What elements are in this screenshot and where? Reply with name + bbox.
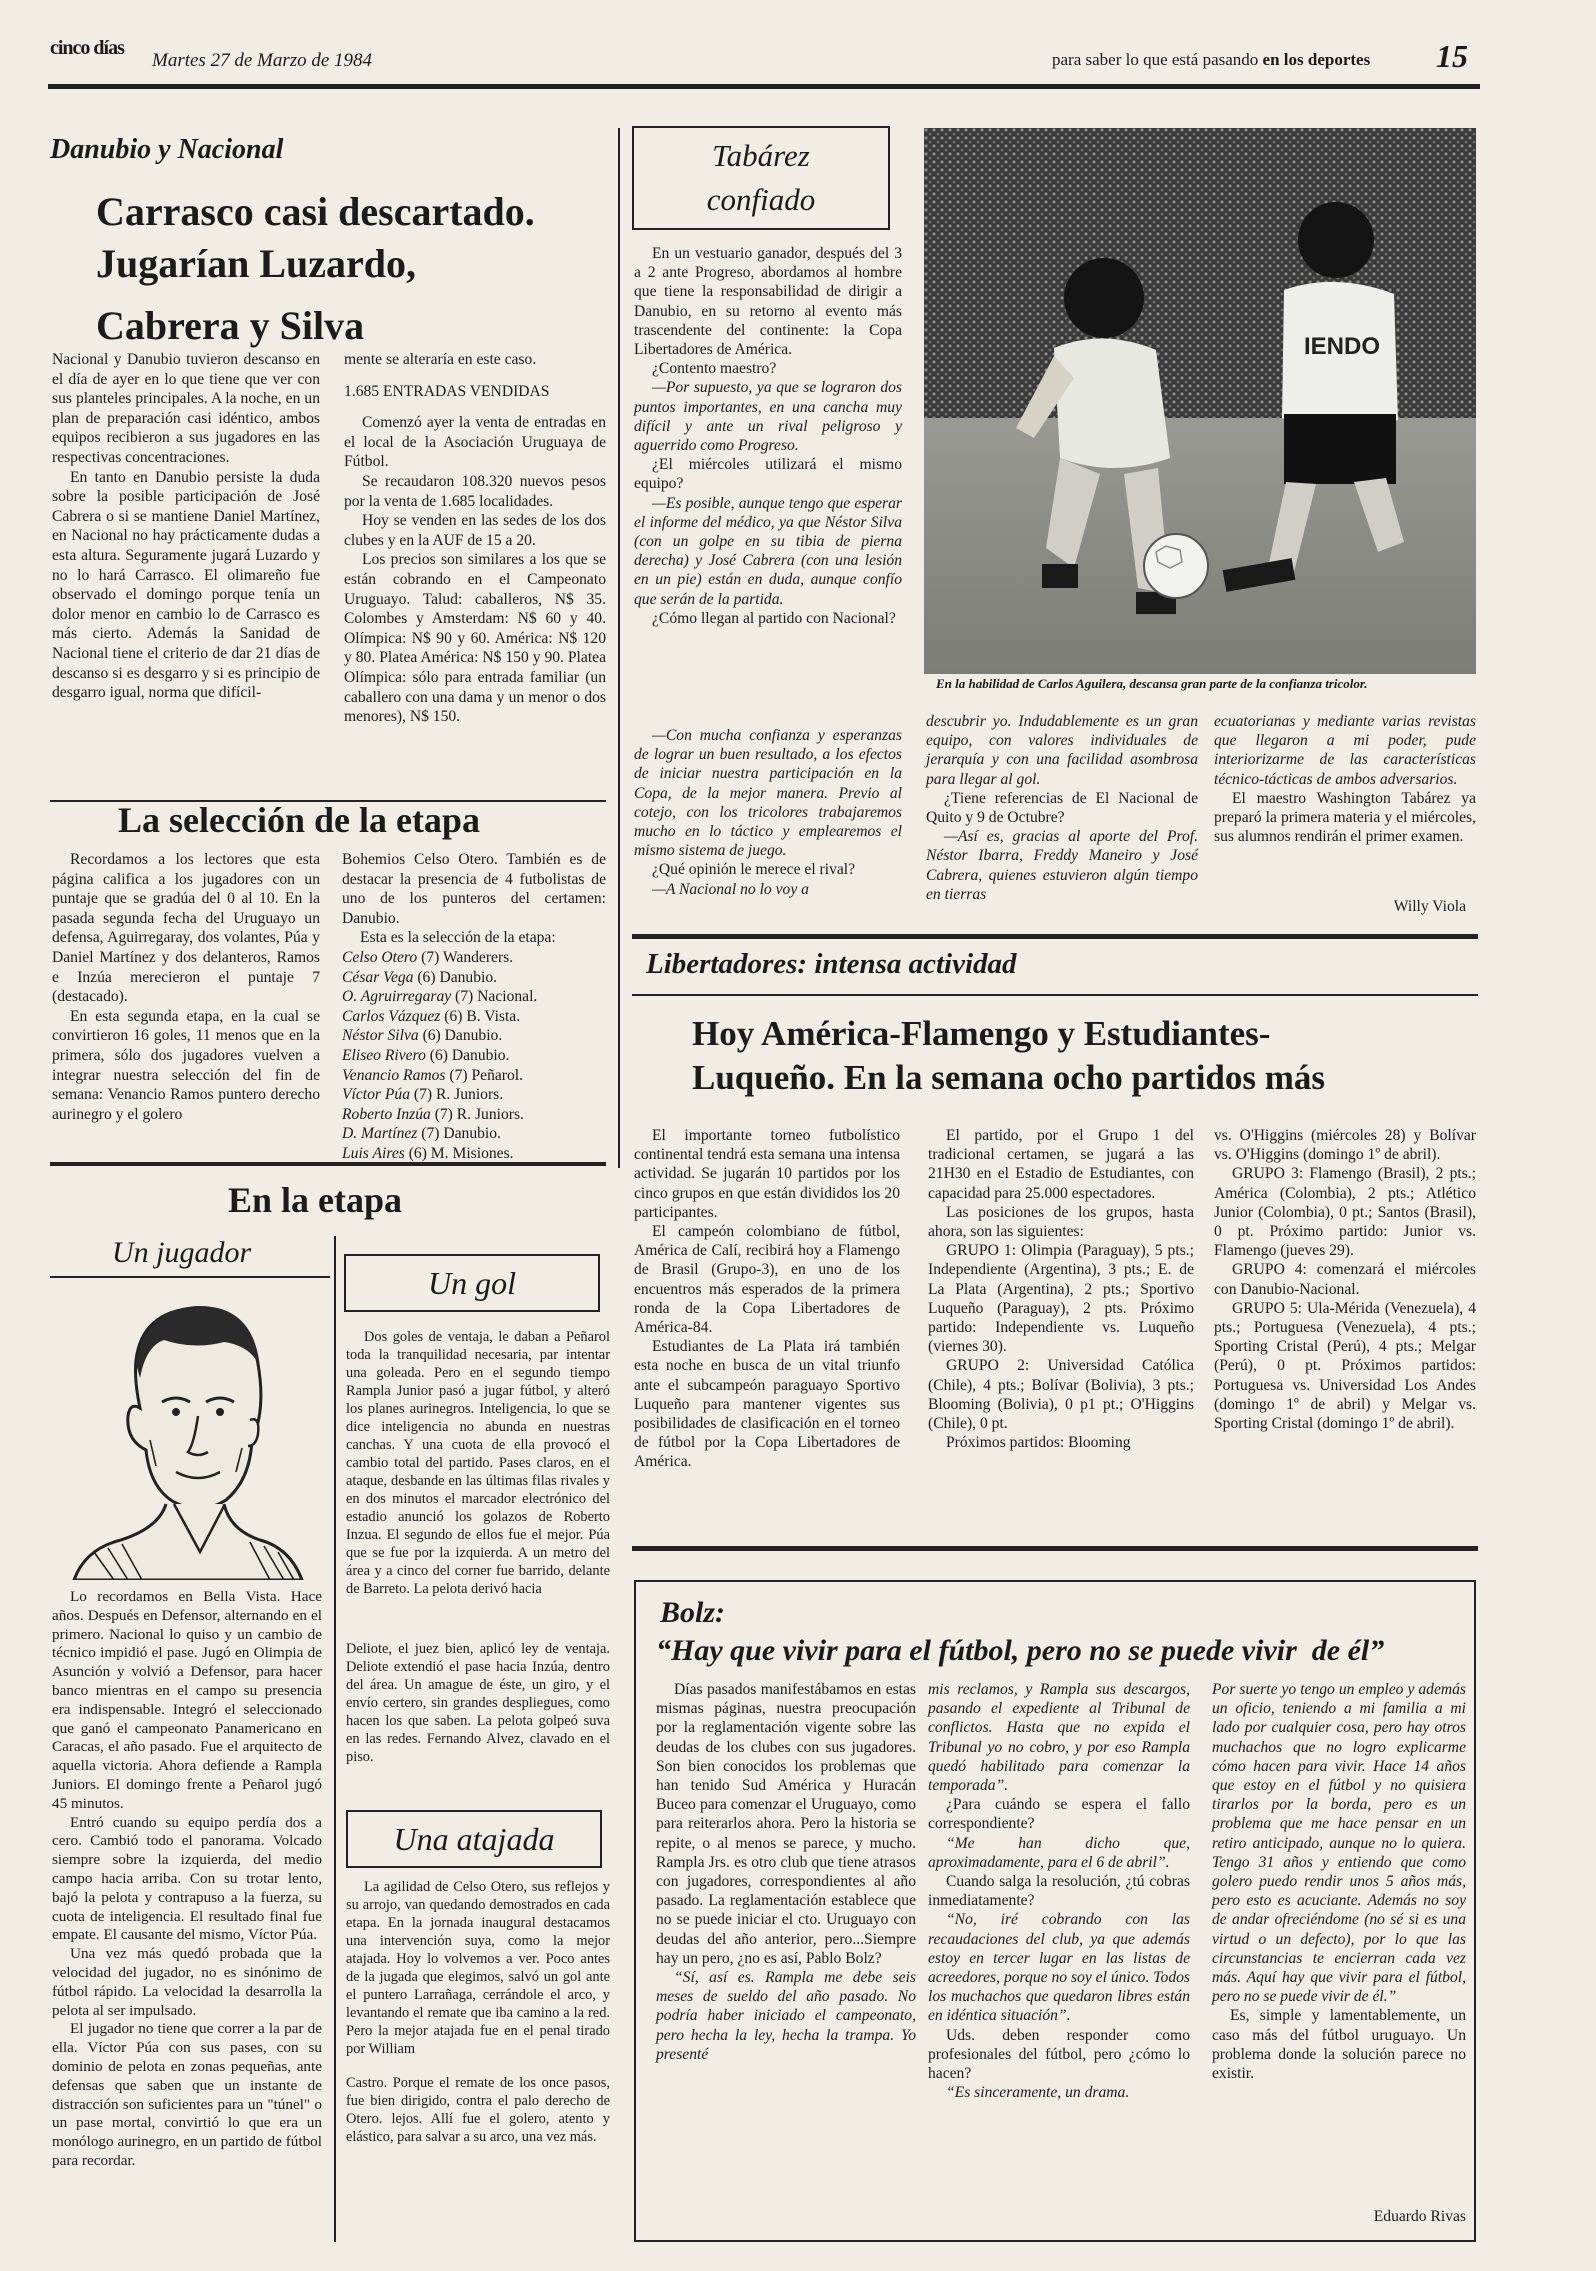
jugador-kicker-rule xyxy=(50,1276,330,1278)
selection-player-detail: (7) R. Juniors. xyxy=(410,1086,504,1104)
selection-player-detail: (7) Peñarol. xyxy=(445,1066,524,1084)
bolz-column-3 xyxy=(1212,1680,1466,2083)
match-photo xyxy=(924,128,1476,674)
tabarez-paragraph: —A Nacional no lo voy a xyxy=(652,880,809,898)
photo-caption: En la habilidad de Carlos Aguilera, descansa gran parte de la confianza tricolor. xyxy=(936,676,1368,691)
selection-player-name: Néstor Silva xyxy=(342,1027,419,1045)
selection-player-name: Luis Aires xyxy=(342,1144,405,1162)
atajada-paragraph: La agilidad de Celso Otero, sus reflejos y su arrojo, van quedando demostrados en cada etapa. En la jornada inaugural destacamos una intervención suya, como la mejor atajada. Hoy lo volvemos a ver. Poco antes de la jugada que elegimos, salvó un gol ante el puntero Larrañaga, cerrándole el arco, y levantando el remate que iba camino a la red. Pero la mejor atajada fue en el penal tirado por William xyxy=(346,1879,610,2057)
selection-player-row xyxy=(342,1124,606,1144)
libertadores-paragraph: Próximos partidos: Blooming xyxy=(946,1434,1131,1452)
entradas-paragraph: Hoy se venden en las sedes de los dos clubes y en la AUF de 15 a 20. xyxy=(344,512,606,549)
jugador-column xyxy=(52,1588,322,2171)
tagline-main: para saber lo que está pasando xyxy=(1052,50,1259,69)
seleccion-column-1 xyxy=(52,850,320,1124)
tabarez-box-line-2: confiado xyxy=(706,182,816,217)
selection-player-name: César Vega xyxy=(342,968,414,986)
bolz-column-2 xyxy=(928,1680,1190,2102)
danubio-headline-line-3: Cabrera y Silva xyxy=(96,303,365,348)
libertadores-paragraph: Estudiantes de La Plata irá también esta noche en busca de un vital triunfo ante el subcampeón paraguayo Sportivo Luqueño para mantener vigentes sus posibilidades de clasificación en el torneo de fútbol por la Copa Libertadores de América. xyxy=(634,1338,900,1471)
tabarez-paragraph: ¿Cómo llegan al partido con Nacional? xyxy=(652,609,896,627)
selection-player-name: Eliseo Rivero xyxy=(342,1046,426,1064)
bolz-paragraph: “Me han dicho que, aproximadamente, para el 6 de abril”. xyxy=(928,1834,1190,1871)
selection-player-name: Venancio Ramos xyxy=(342,1066,446,1084)
danubio-paragraph: En tanto en Danubio persiste la duda sobre la posible participación de José Cabrera o si se mantiene Daniel Martínez, en Nacional no hay prácticamente dudas a esta altura. Seguramente jugará Luzardo y no lo hará Carrasco. El olimareño fue observado el domingo porque tenía un dolor menor en cambio lo de Carrasco es más cierto. Además la Sanidad de Nacional tiene el criterio de dar 21 días de descanso si es desgarro y si es principio de desgarro igual, norma que difícil- xyxy=(52,468,320,702)
libertadores-kicker-rule xyxy=(632,994,1478,996)
bolz-paragraph: Días pasados manifestábamos en estas mismas páginas, nuestra preocupación por la reglamentación vigente sobre las deudas de los clubes con sus jugadores. Son bien conocidos los problemas que han tenido Sud América y Huracán Buceo para comenzar el Uruguayo, como para reiterarlos ahora. Pero la historia se repite, o al menos se parece, y mucho. Rampla Jrs. es otro club que tiene atrasos con jugadores, correspondientes al año pasado. La reglamentación establece que no se puede iniciar el cto. Uruguayo con deudas del año anterior, pero...Siempre hay un pero, ¿no es así, Pablo Bolz? xyxy=(656,1681,916,1967)
danubio-column-1 xyxy=(52,350,320,703)
atajada-column xyxy=(346,1878,610,2146)
section-rule xyxy=(50,1162,606,1166)
jugador-paragraph: Entró cuando su equipo perdía dos a cero. Cambió todo el panorama. Volcado siempre sobre la izquierda, del medio campo hacia arriba. Con su trotar lento, bajó la pelota y contrapuso a la fuerza, su cuota de inteligencia. El resultado final fue empate. El causante del mismo, Víctor Púa. xyxy=(52,1813,322,1944)
bolz-column-1 xyxy=(656,1680,916,2064)
jugador-kicker: Un jugador xyxy=(112,1236,252,1269)
libertadores-headline-line-2: Luqueño. En la semana ocho partidos más xyxy=(692,1058,1326,1097)
bolz-paragraph: “Sí, así es. Rampla me debe seis meses de sueldo del año pasado. No podría haber iniciado el campeonato, pero hecha la ley, hecha la trampa. Yo presenté xyxy=(656,1969,916,2063)
danubio-headline-line-2: Jugarían Luzardo, xyxy=(96,241,417,286)
tabarez-paragraph: ecuatorianas y mediante varias revistas que llegaron a mi poder, pude interiorizarme de las características técnico-tácticas de ambos adversarios. xyxy=(1214,713,1476,788)
libertadores-paragraph: GRUPO 5: Ula-Mérida (Venezuela), 4 pts.; Portuguesa (Venezuela), 4 pts.; Sporting Cristal (Perú), 4 pts.; Melgar (Perú), 0 pt. Próximos partidos: Portuguesa vs. Universidad Los Andes (domingo 1º de abril) y Melgar vs. Sporting Cristal (domingo 1º de abril). xyxy=(1214,1299,1476,1433)
match-photo-drawing xyxy=(924,128,1476,674)
danubio-column-2 xyxy=(344,350,606,727)
player-list xyxy=(342,948,606,1164)
selection-player-detail: (7) Danubio. xyxy=(417,1125,501,1143)
tabarez-box xyxy=(632,126,890,230)
tabarez-column-1 xyxy=(634,244,902,628)
entradas-paragraph: Los precios son similares a los que se están cobrando en el Campeonato Uruguayo. Talud: caballeros, N$ 35. Colombes y Amsterdam: N$ 60 y 40. Olímpica: N$ 90 y 60. América: N$ 120 y 80. Platea América: N$ 150 y 90. Platea Olímpica: sólo para entrada familiar (un caballero con una dama y un menor o dos menores), N$ 150. xyxy=(344,551,606,726)
tagline-bold: en los deportes xyxy=(1262,50,1371,69)
selection-player-detail: (6) M. Misiones. xyxy=(404,1144,514,1162)
tabarez-signature: Willy Viola xyxy=(1393,898,1466,915)
selection-player-detail: (7) Nacional. xyxy=(451,988,538,1006)
bolz-kicker: Bolz: xyxy=(660,1596,726,1629)
tabarez-box-line-1: Tabárez xyxy=(712,138,810,173)
selection-player-row xyxy=(342,1026,606,1046)
libertadores-column-2 xyxy=(928,1126,1194,1452)
entradas-subhead: 1.685 ENTRADAS VENDIDAS xyxy=(344,382,550,400)
libertadores-headline xyxy=(692,1012,1472,1100)
player-portrait-sketch xyxy=(54,1290,322,1580)
logo-text: cinco días xyxy=(50,37,124,59)
gol-paragraph: Deliote, el juez bien, aplicó ley de ventaja. Deliote extendió el pase hacia Inzúa, dentro del área. Un amague de éste, un giro, y el envío certero, sin grandes despliegues, como hacen los que saben. La pelota golpeó suva en las redes. Fernando Alvez, clavado en el piso. xyxy=(346,1641,610,1765)
danubio-kicker: Danubio y Nacional xyxy=(50,134,284,165)
selection-player-row xyxy=(342,1144,606,1164)
libertadores-paragraph: El partido, por el Grupo 1 del tradicional certamen, se jugará a las 21H30 en el Estadio de Estudiantes, con capacidad para 25.000 espectadores. xyxy=(928,1127,1194,1202)
bolz-paragraph: “No, iré cobrando con las recaudaciones del club, ya que además estoy en tercer lugar en las listas de acreedores, porque no soy el único. Todos los muchachos que quedaron libres están en idéntica situación”. xyxy=(928,1911,1190,2025)
libertadores-paragraph: El importante torneo futbolístico continental tendrá esta semana una intensa actividad. Se jugarán 10 partidos por los cinco grupos en que están divididos los 20 participantes. xyxy=(634,1127,900,1221)
gol-box: Un gol xyxy=(344,1254,600,1312)
seleccion-paragraph: Recordamos a los lectores que esta página califica a los jugadores con un puntaje que se gradúa del 0 al 10. En la pasada segunda fecha del Uruguayo un defensa, Aguirregaray, dos volantes, Púa y Daniel Martínez y dos delanteros, Ramos e Inzúa merecieron el puntaje 7 (destacado). xyxy=(52,851,320,1006)
bolz-paragraph: Uds. deben responder como profesionales del fútbol, pero ¿cómo lo hacen? xyxy=(928,2026,1190,2083)
selection-player-row xyxy=(342,1007,606,1027)
entradas-paragraph: Comenzó ayer la venta de entradas en el local de la Asociación Uruguaya de Fútbol. xyxy=(344,414,606,471)
libertadores-paragraph: Las posiciones de los grupos, hasta ahora, son las siguientes: xyxy=(928,1203,1194,1241)
bolz-paragraph: mis reclamos, y Rampla sus descargos, pasando el expediente al Tribunal de conflictos. Hasta que no expida el Tribunal yo no cobro, y por eso Rampla quedó habilitado para comenzar la temporada”. xyxy=(928,1681,1190,1795)
selection-player-name: Carlos Vázquez xyxy=(342,1007,441,1025)
selection-player-detail: (7) Wanderers. xyxy=(417,948,514,966)
bolz-headline: “Hay que vivir para el fútbol, pero no se puede vivir de él” xyxy=(656,1634,1385,1667)
atajada-box: Una atajada xyxy=(346,1810,602,1868)
etapa-headline: En la etapa xyxy=(228,1180,403,1220)
libertadores-paragraph: GRUPO 3: Flamengo (Brasil), 2 pts.; América (Colombia), 2 pts.; Atlético Junior (Colombia), 0 pt.; Santos (Brasil), 0 pt. Próximo partido: Junior vs. Flamengo (jueves 29). xyxy=(1214,1165,1476,1260)
gol-column xyxy=(346,1328,610,1766)
libertadores-paragraph: GRUPO 1: Olimpia (Paraguay), 5 pts.; Independiente (Argentina), 3 pts.; E. de La Plata (Argentina), 2 pts.; Sportivo Luqueño (Paraguay), 2 pts. Próximo partido: Independiente vs. Luqueño (viernes 30). xyxy=(928,1242,1194,1356)
tabarez-paragraph: —Así es, gracias al aporte del Prof. Néstor Ibarra, Freddy Maneiro y José Cabrera, quienes estuvieron algún tiempo en tierras xyxy=(926,828,1198,903)
libertadores-column-3 xyxy=(1214,1126,1476,1433)
selection-player-name: Celso Otero xyxy=(342,948,418,966)
selection-player-row xyxy=(342,948,606,968)
seleccion-paragraph: En esta segunda etapa, en la cual se convirtieron 16 goles, 11 menos que en la primera, sólo dos jugadores vuelven a integrar nuestra selección del fin de semana: Venancio Ramos puntero derecho aurinegro y el golero xyxy=(52,1007,320,1123)
selection-player-row xyxy=(342,987,606,1007)
header-rule xyxy=(48,84,1480,89)
selection-player-name: Roberto Inzúa xyxy=(342,1105,431,1123)
libertadores-paragraph: GRUPO 4: comenzará el miércoles con Danubio-Nacional. xyxy=(1214,1261,1476,1298)
libertadores-headline-line-1: Hoy América-Flamengo y Estudiantes- xyxy=(692,1014,1271,1053)
selection-player-name: Víctor Púa xyxy=(342,1086,410,1104)
tabarez-paragraph: ¿Qué opinión le merece el rival? xyxy=(652,861,856,879)
selection-player-detail: (7) R. Juniors. xyxy=(430,1105,524,1123)
jugador-paragraph: El jugador no tiene que correr a la par de ella. Víctor Púa con sus pases, con su dominio de pelota en zonas pequeñas, ante defensas que saben que un instante de distracción son suficientes para un "túnel" o un pase mortal, convirtió lo que era un monólogo aurinegro, en un partido de fútbol para recordar. xyxy=(52,2020,322,2169)
danubio-paragraph: Nacional y Danubio tuvieron descanso en el día de ayer en lo que tiene que ver con sus planteles principales. A la noche, en un plan de preparación casi idéntico, ambos equipos recibieron a sus jugadores en las respectivas concentraciones. xyxy=(52,351,320,466)
selection-player-row xyxy=(342,968,606,988)
danubio-paragraph: mente se alteraría en este caso. xyxy=(344,351,537,368)
page-number: 15 xyxy=(1436,38,1468,74)
jugador-paragraph: Una vez más quedó probada que la velocidad del jugador, no es sinónimo de fútbol rápido. La velocidad la desarrolla la pelota al ser impulsado. xyxy=(52,1945,322,2019)
section-rule xyxy=(632,1546,1478,1551)
selection-player-detail: (6) Danubio. xyxy=(418,1027,503,1045)
danubio-headline-line-1: Carrasco casi descartado. xyxy=(96,189,535,234)
header-date: Martes 27 de Marzo de 1984 xyxy=(152,50,373,71)
tabarez-paragraph: ¿El miércoles utilizará el mismo equipo? xyxy=(634,456,902,493)
selection-player-row xyxy=(342,1046,606,1066)
selection-player-name: O. Agruirregaray xyxy=(342,988,452,1006)
entradas-paragraph: Se recaudaron 108.320 nuevos pesos por la venta de 1.685 localidades. xyxy=(344,472,606,510)
tabarez-paragraph: En un vestuario ganador, después del 3 a 2 ante Progreso, abordamos al hombre que tiene la responsabilidad de dirigir a Danubio, en su retorno al evento más trascendente del continente: la Copa Libertadores de América. xyxy=(634,245,902,359)
selection-player-detail: (6) B. Vista. xyxy=(440,1007,521,1025)
header-tagline xyxy=(1052,50,1370,70)
selection-player-row xyxy=(342,1105,606,1125)
libertadores-column-1 xyxy=(634,1126,900,1472)
seleccion-column-2 xyxy=(342,850,606,1164)
seleccion-paragraph: Esta es la selección de la etapa: xyxy=(360,929,556,947)
jugador-paragraph: Lo recordamos en Bella Vista. Hace años. Después en Defensor, alternando en el primero. Nacional lo quiso y un cambio de técnico impidió el pase. Jugó en Olimpia de Asunción y volvió a Defensor, para hacer banco mientras en el campo su presencia era indispensable. Integró el seleccionado que ganó el campeonato Panamericano en Caracas, el año pasado. Fue el arquitecto de aquella victoria. Ahora defiende a Rampla Juniors. El domingo frente a Peñarol jugó 45 minutos. xyxy=(52,1588,322,1812)
bolz-paragraph: “Es sinceramente, un drama. xyxy=(946,2084,1130,2102)
atajada-paragraph: Castro. Porque el remate de los once pasos, fue bien dirigido, contra el palo derecho de Otero. lejos. Allí fue el golero, atento y elástico, para salvar a su arco, una vez más. xyxy=(346,2075,610,2145)
selection-player-row xyxy=(342,1066,606,1086)
tabarez-paragraph: —Con mucha confianza y esperanzas de lograr un buen resultado, a los efectos de iniciar nuestra participación en la Copa, de la mejor manera. Previo al cotejo, con los tricolores trabajaremos mucho en lo táctico y emplearemos el mismo sistema de juego. xyxy=(634,727,902,860)
libertadores-kicker: Libertadores: intensa actividad xyxy=(646,948,1017,980)
seleccion-paragraph: Bohemios Celso Otero. También es de destacar la presencia de 4 futbolistas de uno de los punteros del certamen: Danubio. xyxy=(342,851,606,927)
column-divider-etapa xyxy=(334,1236,336,2242)
tabarez-paragraph: —Por supuesto, ya que se lograron dos puntos importantes, en una cancha muy difícil y ante un rival peligroso y aguerrido como Progreso. xyxy=(634,379,902,455)
bolz-paragraph: Por suerte yo tengo un empleo y además un oficio, teniendo a mi familia a mi lado por cualquier cosa, pero hay otros muchachos que no logro explicarme cómo hacen para vivir. Hace 14 años que estoy en el fútbol y no quisiera tirarlos por la borda, pero es un problema que me hace pensar en un retiro anticipado, aunque no lo quiera. Tengo 31 años y entiendo que como golero puedo rendir unos 5 años más, pero esto es acuciante. Además no soy de andar ofreciéndome (no sé si es una virtud o un defecto), por lo que las circunstancias te encierran cada vez más. Aquí hay que vivir para el fútbol, pero no se puede vivir de él.” xyxy=(1212,1681,1466,2006)
tabarez-column-3 xyxy=(926,712,1198,904)
libertadores-paragraph: GRUPO 2: Universidad Católica (Chile), 4 pts.; Bolívar (Bolivia), 3 pts.; Blooming (Bolivia), 0 p1 pt.; O'Higgins (Chile), 0 pt. xyxy=(928,1357,1194,1433)
tabarez-paragraph: El maestro Washington Tabárez ya preparó la primera materia y el miércoles, sus alumnos rendirán el primer examen. xyxy=(1214,789,1476,846)
selection-player-row xyxy=(342,1085,606,1105)
bolz-signature: Eduardo Rivas xyxy=(1373,2208,1466,2225)
masthead-logo xyxy=(50,37,130,59)
tabarez-paragraph: ¿Tiene referencias de El Nacional de Quito y 9 de Octubre? xyxy=(926,789,1198,827)
portrait-drawing xyxy=(54,1290,322,1580)
libertadores-paragraph: El campeón colombiano de fútbol, América de Calí, recibirá hoy a Flamengo de Brasil (Grupo-3), en uno de los encuentros más esperados de la primera ronda de la Copa Libertadores de América-84. xyxy=(634,1223,900,1337)
bolz-paragraph: ¿Para cuándo se espera el fallo correspondiente? xyxy=(928,1796,1190,1833)
section-rule xyxy=(632,934,1478,939)
tabarez-paragraph: ¿Contento maestro? xyxy=(652,360,777,378)
tabarez-column-2 xyxy=(634,726,902,899)
bolz-paragraph: Es, simple y lamentablemente, un caso más del fútbol uruguayo. Un problema donde la solución parece no existir. xyxy=(1212,2007,1466,2083)
bolz-paragraph: Cuando salga la resolución, ¿tú cobras inmediatamente? xyxy=(928,1873,1190,1910)
tabarez-column-4 xyxy=(1214,712,1476,846)
selection-player-detail: (6) Danubio. xyxy=(425,1046,510,1064)
libertadores-paragraph: vs. O'Higgins (miércoles 28) y Bolívar vs. O'Higgins (domingo 1º de abril). xyxy=(1214,1127,1476,1164)
tabarez-paragraph: descubrir yo. Indudablemente es un gran equipo, con valores individuales de jerarquía y con una facilidad asombrosa para llegar al gol. xyxy=(926,713,1198,788)
selection-player-detail: (6) Danubio. xyxy=(413,968,498,986)
gol-paragraph: Dos goles de ventaja, le daban a Peñarol toda la tranquilidad necesaria, par intentar una goleada. Pero en el segundo tiempo Rampla Junior pasó a jugar fútbol, y alteró los planes aurinegros. Inteligencia, lo que se dice inteligencia no abunda en nuestras canchas. Y una cuota de ella provocó el cambio total del partido. Pases claros, en el ataque, desbande en las últimas filas rivales y en dos minutos el marcador electrónico del estadio anunció los golazos de Roberto Inzua. El segundo de ellos fue el mejor. Púa que se fue por la izquierda. A un metro del área y a cinco del corner fue barrido, delante de Barreto. La pelota derivó hacia xyxy=(346,1329,610,1597)
danubio-headline xyxy=(96,186,596,352)
photo-shirt-text: IENDO xyxy=(1304,333,1381,360)
selection-player-name: D. Martínez xyxy=(342,1125,418,1143)
seleccion-headline: La selección de la etapa xyxy=(118,800,480,840)
tabarez-paragraph: —Es posible, aunque tengo que esperar el informe del médico, ya que Néstor Silva (con un golpe en su tibia de pierna derecha) y José Cabrera (con una lesión en un pie) están en duda, aunque confío que serán de la partida. xyxy=(634,494,902,608)
column-divider-left xyxy=(618,128,620,1168)
